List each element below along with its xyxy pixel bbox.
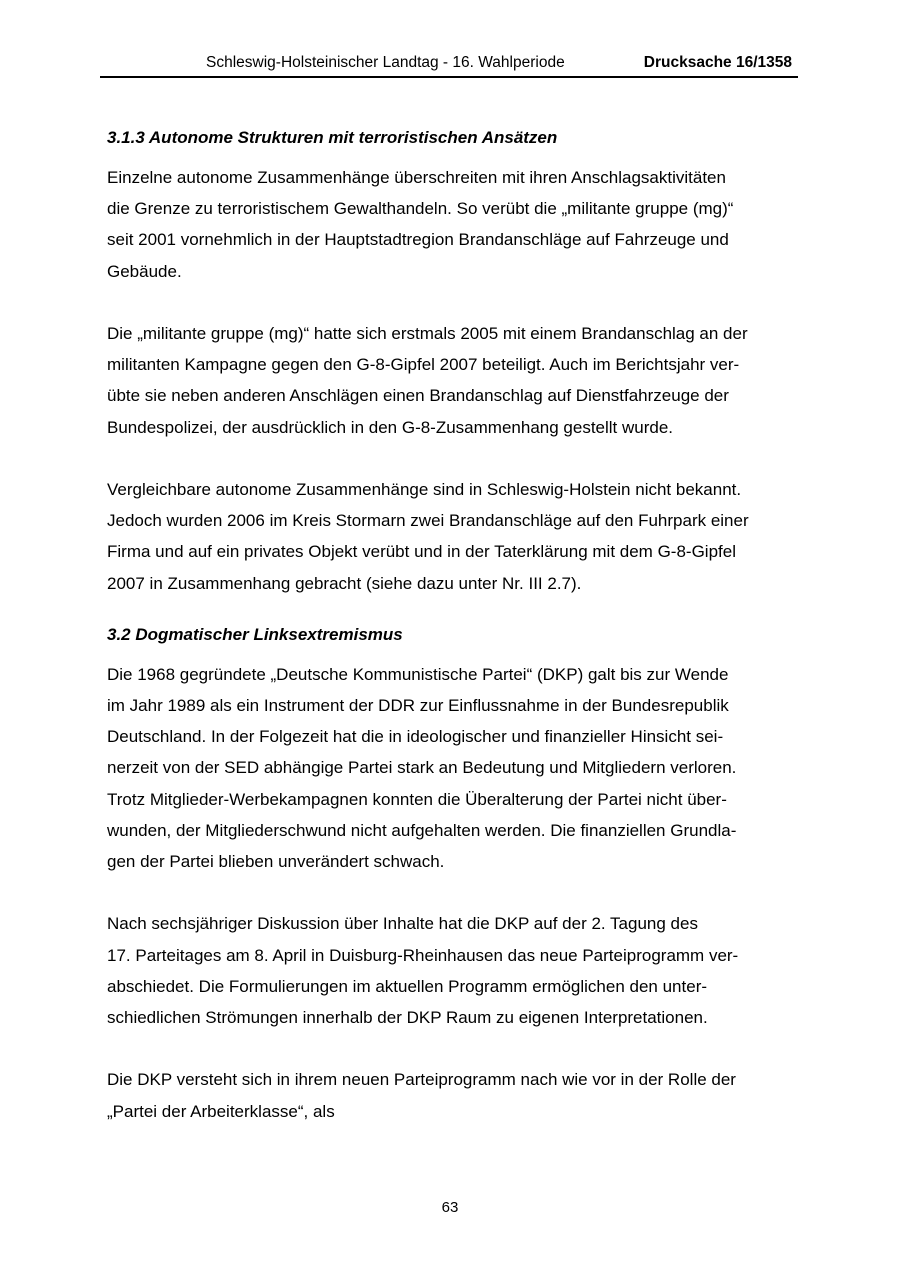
page-body — [107, 122, 787, 1127]
section-heading-3-2: 3.2 Dogmatischer Linksextremismus — [107, 624, 403, 644]
paragraph: Nach sechsjähriger Diskussion über Inhalte hat die DKP auf der 2. Tagung des 17. Parteitages am 8. April in Duisburg-Rheinhausen das neue Parteiprogramm ver- abschiedet. Die Formulierungen im aktuellen Programm ermöglichen den unter- schiedlichen Strömungen innerhalb der DKP Raum zu eigenen Interpretationen. — [107, 914, 739, 1028]
page-number: 63 — [441, 1199, 459, 1216]
paragraph: Vergleichbare autonome Zusammenhänge sind in Schleswig-Holstein nicht bekannt. Jedoch wurden 2006 im Kreis Stormarn zwei Brandanschläge auf den Fuhrpark einer Firma und auf ein privates Objekt verübt und in der Taterklärung mit dem G-8-Gipfel 2007 in Zusammenhang gebracht (siehe dazu unter Nr. III 2.7). — [107, 480, 749, 593]
paragraph: Die DKP versteht sich in ihrem neuen Parteiprogramm nach wie vor in der Rolle der „Partei der Arbeiterklasse“, als — [107, 1070, 736, 1121]
section-heading-3-1-3: 3.1.3 Autonome Strukturen mit terroristischen Ansätzen — [107, 128, 558, 147]
page-header — [100, 50, 798, 78]
paragraph: Die „militante gruppe (mg)“ hatte sich erstmals 2005 mit einem Brandanschlag an der militanten Kampagne gegen den G-8-Gipfel 2007 beteiligt. Auch im Berichtsjahr ver- übte sie neben anderen Anschlägen einen Brandanschlag auf Dienstfahrzeuge der Bundespolizei, der ausdrücklich in den G-8-Zusammenhang gestellt wurde. — [107, 324, 748, 437]
paragraph: Einzelne autonome Zusammenhänge überschreiten mit ihren Anschlagsaktivitäten die Grenze zu terroristischem Gewalthandeln. So verübt die „militante gruppe (mg)“ seit 2001 vornehmlich in der Hauptstadtregion Brandanschläge auf Fahrzeuge und Gebäude. — [107, 168, 734, 281]
document-number: Drucksache 16/1358 — [643, 54, 792, 71]
header-title: Schleswig-Holsteinischer Landtag - 16. Wahlperiode — [206, 54, 565, 71]
paragraph: Die 1968 gegründete „Deutsche Kommunistische Partei“ (DKP) galt bis zur Wende im Jahr 1989 als ein Instrument der DDR zur Einflussnahme in der Bundesrepublik Deutschland. In der Folgezeit hat die in ideologischer und finanzieller Hinsicht sei- nerzeit von der SED abhängige Partei stark an Bedeutung und Mitgliedern verloren. Trotz Mitglieder-Werbekampagnen konnten die Überalterung der Partei nicht über- wunden, der Mitgliederschwund nicht aufgehalten werden. Die finanziellen Grundla- gen der Partei blieben unverändert schwach. — [107, 664, 737, 872]
